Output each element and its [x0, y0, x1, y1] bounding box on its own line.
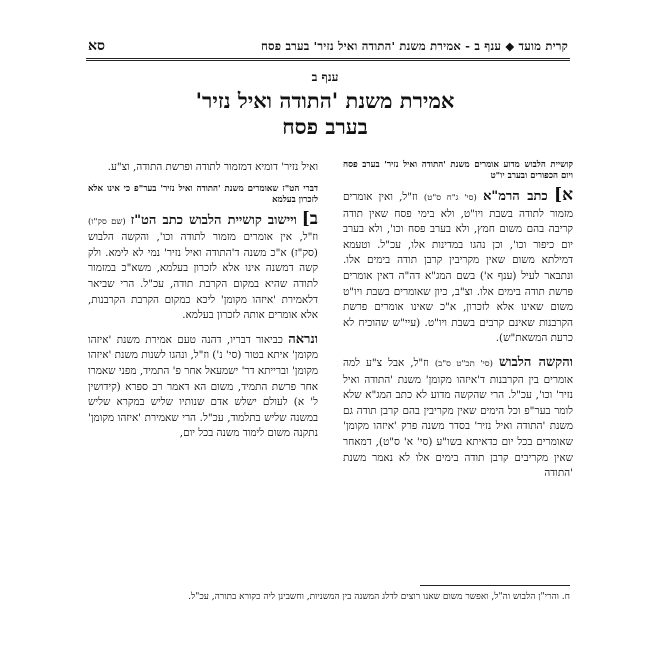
section-subhead: קושיית הלבוש מדוע אומרים משנת 'התודה ואיל נזיר' בערב פסח ויום הכפורים ובערב יו"ט — [343, 160, 573, 181]
running-head-title: קרית מועד ◆ ענף ב - אמירת משנת 'התודה ואיל נזיר' בערב פסח — [261, 39, 568, 53]
running-head — [88, 36, 568, 56]
paragraph-bet — [88, 208, 318, 324]
paragraph-lead: ויישוב קושיית הלבוש כתב הט"ז — [130, 212, 297, 228]
page-number: סא — [88, 37, 105, 54]
source-citation: (סי' תכ"ט ס"ב) — [434, 358, 493, 369]
paragraph-marker: ב] — [301, 208, 318, 229]
paragraph-levush — [343, 355, 573, 482]
paragraph-lead: כתב הרמ"א — [483, 189, 548, 204]
paragraph-venireh — [88, 332, 318, 442]
chapter-label: ענף ב — [311, 70, 339, 84]
chapter-title-line1: אמירת משנת 'התודה ואיל נזיר' — [195, 88, 455, 113]
chapter-title — [0, 88, 650, 140]
paragraph-continued: ואיל נזיר' דומיא דמזמור לתודה ופרשת התודה, וצ"ע. — [107, 161, 318, 173]
right-column — [343, 160, 573, 490]
paragraph-alef — [343, 185, 573, 347]
paragraph-text: וז"ל, אין אומרים מזמור לתודה וכו', והקשה הלבוש (סק"ז) א"כ משנה ד'התודה ואיל נזיר' נמי לא לימא. ולק קשה דמשנה אינו אלא לזכרון בעלמא, משא"כ במזמור לתודה שהיא במקום הקרבת תודה, עכ"ל. הרי שביאר דלאמירת 'איזהו מקומן' ליכא כמקום הקרבת הקרבנות, אלא אומרים אותה לזכרון בעלמא. — [88, 231, 318, 322]
paragraph-text: כביאור דבריו, דהנה טעם אמירת משנת 'איזהו מקומן' איתא בטור (סי' נ') וז"ל, ונהגו לשנות משנת 'איזהו מקומן' וברייתא דר' ישמעאל אחר פ' התמיד, מפני שאמרו אחר פרשת התמיד, משום הא דאמר רב ספרא (קידושין ל' א) לעולם ישלש אדם שנותיו שליש במקרא שליש במשנה שליש בתלמוד, עכ"ל. הרי שאמירת 'איזהו מקומן' נתקנה משום לימוד משנה בכל יום, — [88, 333, 318, 440]
header-rule — [86, 58, 570, 59]
paragraph-marker: א] — [554, 185, 573, 205]
chapter-title-line2: בערב פסח — [282, 114, 368, 139]
source-citation: (שם סק"ו) — [88, 216, 126, 227]
left-column — [88, 160, 318, 450]
paragraph-text: וז"ל, ואין אומרים מזמור לתודה בשבת ויו"ט, ולא בימי פסח שאין תודה קריבה בהם משום חמץ, ולא בערב פסח וכו', ולא בערב יום כיפור וכו', וכן נהגו במדינות אלו, עכ"ל. וטעמא דמילתא משום שאין מקריבין קרבן תודה בימים אלו. ונתבאר לעיל (ענף א') בשם המג"א דה"ה דאין אומרים פרשת תודה בימים אלו. וצ"ב, כיון שאומרים בשבת ויו"ט משום שאינו אלא לזכרון, א"כ שאינו אומרים פרשת הקרבנות שאינם קרבים בשבת ויו"ט. (עיי"ש שהוכיח לא כרעת המשאת"ש). — [343, 191, 573, 345]
footnote: ח. והרי"ן הלבוש וה"ל, ואפשר משום שאנו רוצים לדלג המשנה בין המשניות, וחשבינן ליה כקורא בתורה, עכ"ל. — [188, 592, 570, 602]
paragraph-text: וז"ל, אבל צ"ע למה אומרים בין הקרבנות ד'איזהו מקומן' משנת 'התודה ואיל נזיר' וכו', עכ"ל. הרי שהקשה מדוע לא כתב המג"א שלא לומר בער"פ וכל הימים שאין מקריבין בהם קרבן תודה גם משנת 'התודה ואיל נזיר' בסדר משנה פרק 'איזהו מקומן' שאומרים בכל יום כדאיתא בשו"ע (סי' א' ס"ט), דמאחר שאין מקריבים קרבן תודה בימים אלו לא נאמר משנת 'התודה — [343, 356, 573, 480]
header-rule-double — [86, 60, 570, 61]
paragraph-lead: ונראה — [288, 331, 318, 347]
footnote-rule — [420, 585, 570, 586]
paragraph-lead: והקשה הלבוש — [498, 354, 573, 370]
source-citation: (סי' ג"ח ס"ט) — [423, 193, 477, 203]
section-subhead: דברי הט"ז שאומרים משנת 'התודה ואיל נזיר' בער"פ כי אינו אלא לזכרון בעלמא — [88, 183, 318, 205]
